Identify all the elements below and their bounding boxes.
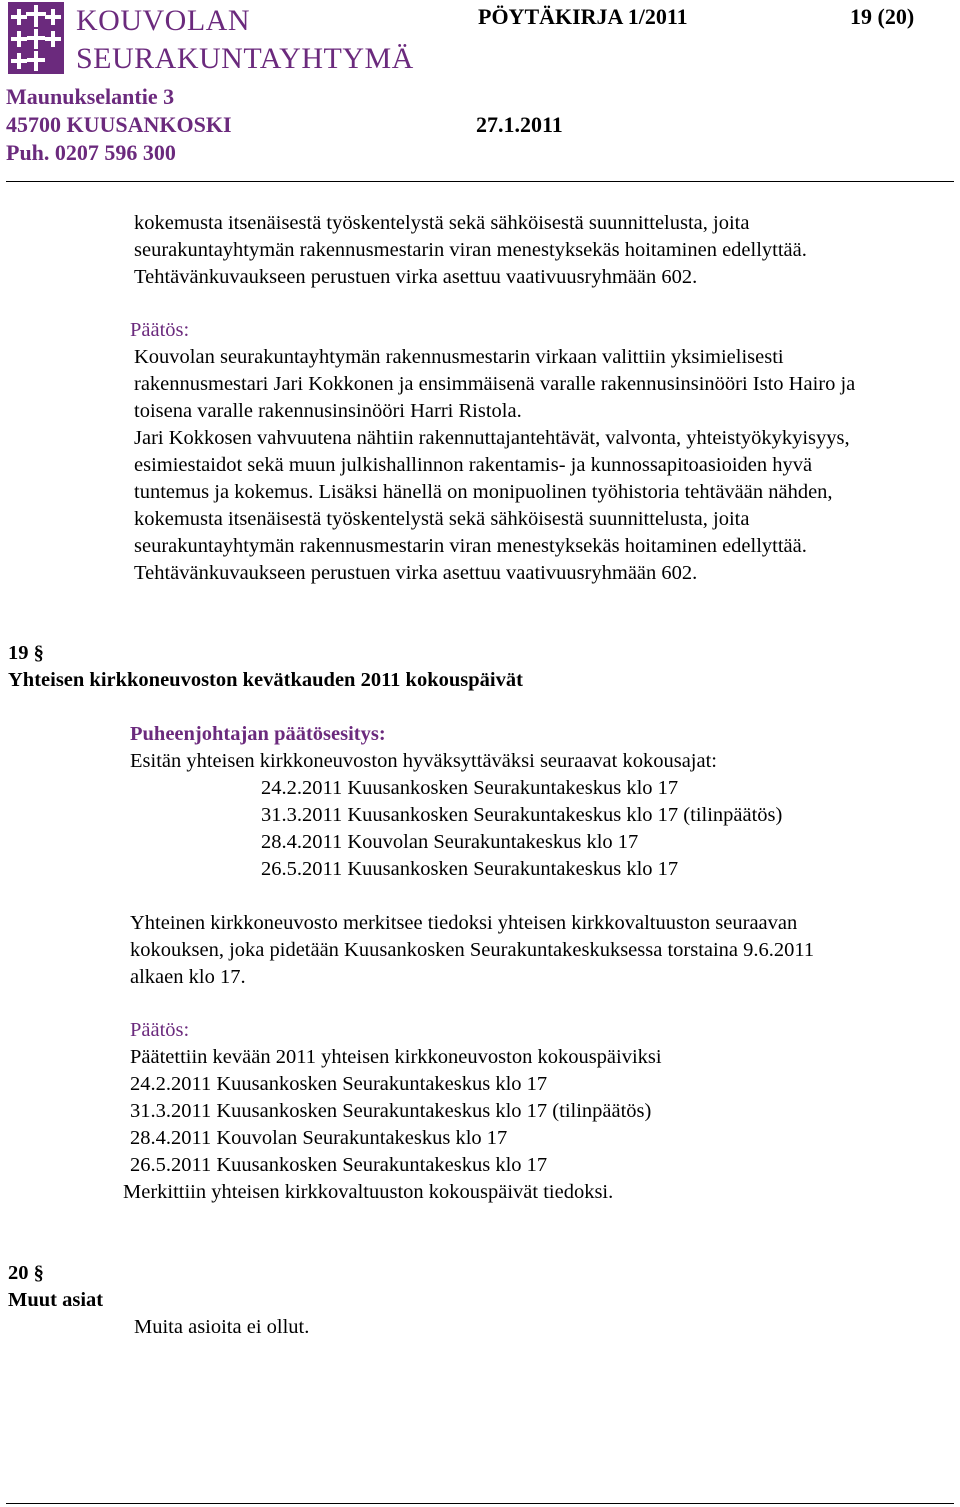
section-20-number: 20 §	[8, 1262, 44, 1284]
decision-label: Päätös:	[130, 319, 190, 341]
footer-rule	[6, 1503, 954, 1504]
decision-line: rakennusmestari Jari Kokkonen ja ensimmäisenä varalle rakennusinsinööri Isto Hairo ja	[134, 373, 856, 395]
note-line: alkaen klo 17.	[130, 966, 246, 988]
note-line: Yhteinen kirkkoneuvosto merkitsee tiedoksi yhteisen kirkkovaltuuston seuraavan	[130, 912, 798, 934]
proposal-date-item: 28.4.2011 Kouvolan Seurakuntakeskus klo 17	[261, 831, 639, 853]
continued-paragraph	[134, 210, 807, 291]
decision-line: toisena varalle rakennusinsinööri Harri Ristola.	[134, 400, 522, 422]
paragraph-line: kokemusta itsenäisestä työskentelystä sekä sähköisestä suunnittelusta, joita	[134, 212, 750, 234]
section-20-title: Muut asiat	[8, 1289, 104, 1311]
proposal-date-item: 24.2.2011 Kuusankosken Seurakuntakeskus klo 17	[261, 777, 679, 799]
org-name-line2: SEURAKUNTAYHTYMÄ	[76, 42, 414, 75]
decision-outro: Merkittiin yhteisen kirkkovaltuuston kokouspäivät tiedoksi.	[123, 1181, 614, 1203]
meeting-date: 27.1.2011	[476, 112, 563, 137]
decision-text	[134, 344, 855, 587]
proposal-date-item: 31.3.2011 Kuusankosken Seurakuntakeskus klo 17 (tilinpäätös)	[261, 804, 783, 826]
proposal-date-item: 26.5.2011 Kuusankosken Seurakuntakeskus klo 17	[261, 858, 679, 880]
section-20-text: Muita asioita ei ollut.	[134, 1316, 310, 1338]
document-title: PÖYTÄKIRJA 1/2011	[478, 4, 688, 29]
paragraph-line: Tehtävänkuvaukseen perustuen virka asettuu vaativuusryhmään 602.	[134, 266, 698, 288]
street-address: Maunukselantie 3	[6, 84, 175, 109]
decision-line: Jari Kokkosen vahvuutena nähtiin rakennuttajantehtävät, valvonta, yhteistyökykyisyys,	[134, 427, 850, 449]
decision-date-item: 31.3.2011 Kuusankosken Seurakuntakeskus klo 17 (tilinpäätös)	[130, 1100, 652, 1122]
proposal-intro: Esitän yhteisen kirkkoneuvoston hyväksyttäväksi seuraavat kokousajat:	[130, 750, 717, 772]
note-line: kokouksen, joka pidetään Kuusankosken Seurakuntakeskuksessa torstaina 9.6.2011	[130, 939, 815, 961]
header-rule	[6, 181, 954, 182]
decision-intro: Päätettiin kevään 2011 yhteisen kirkkoneuvoston kokouspäiviksi	[130, 1046, 662, 1068]
decision-label: Päätös:	[130, 1019, 190, 1041]
decision-line: kokemusta itsenäisestä työskentelystä sekä sähköisestä suunnittelusta, joita	[134, 508, 750, 530]
section-19-number: 19 §	[8, 642, 44, 664]
paragraph-line: seurakuntayhtymän rakennusmestarin viran menestyksekäs hoitaminen edellyttää.	[134, 239, 807, 261]
decision-line: esimiestaidot sekä muun julkishallinnon rakentamis- ja kunnossapitoasioiden hyvä	[134, 454, 813, 476]
cross-logo-icon	[8, 2, 64, 74]
council-note	[130, 910, 814, 991]
decision-dates-block	[130, 1044, 662, 1179]
decision-line: tuntemus ja kokemus. Lisäksi hänellä on monipuolinen työhistoria tehtävään nähden,	[134, 481, 833, 503]
decision-line: Tehtävänkuvaukseen perustuen virka asettuu vaativuusryhmään 602.	[134, 562, 698, 584]
decision-line: seurakuntayhtymän rakennusmestarin viran menestyksekäs hoitaminen edellyttää.	[134, 535, 807, 557]
decision-date-item: 26.5.2011 Kuusankosken Seurakuntakeskus klo 17	[130, 1154, 548, 1176]
page-number: 19 (20)	[850, 4, 915, 29]
proposal-label: Puheenjohtajan päätösesitys:	[130, 723, 386, 745]
org-name-line1: KOUVOLAN	[76, 4, 250, 37]
section-19-title: Yhteisen kirkkoneuvoston kevätkauden 2011 kokouspäivät	[8, 669, 523, 691]
decision-date-item: 24.2.2011 Kuusankosken Seurakuntakeskus klo 17	[130, 1073, 548, 1095]
phone-number: Puh. 0207 596 300	[6, 140, 176, 165]
decision-date-item: 28.4.2011 Kouvolan Seurakuntakeskus klo 17	[130, 1127, 508, 1149]
proposal-dates	[261, 775, 782, 883]
decision-line: Kouvolan seurakuntayhtymän rakennusmestarin virkaan valittiin yksimielisesti	[134, 346, 784, 368]
postal-address: 45700 KUUSANKOSKI	[6, 112, 232, 137]
